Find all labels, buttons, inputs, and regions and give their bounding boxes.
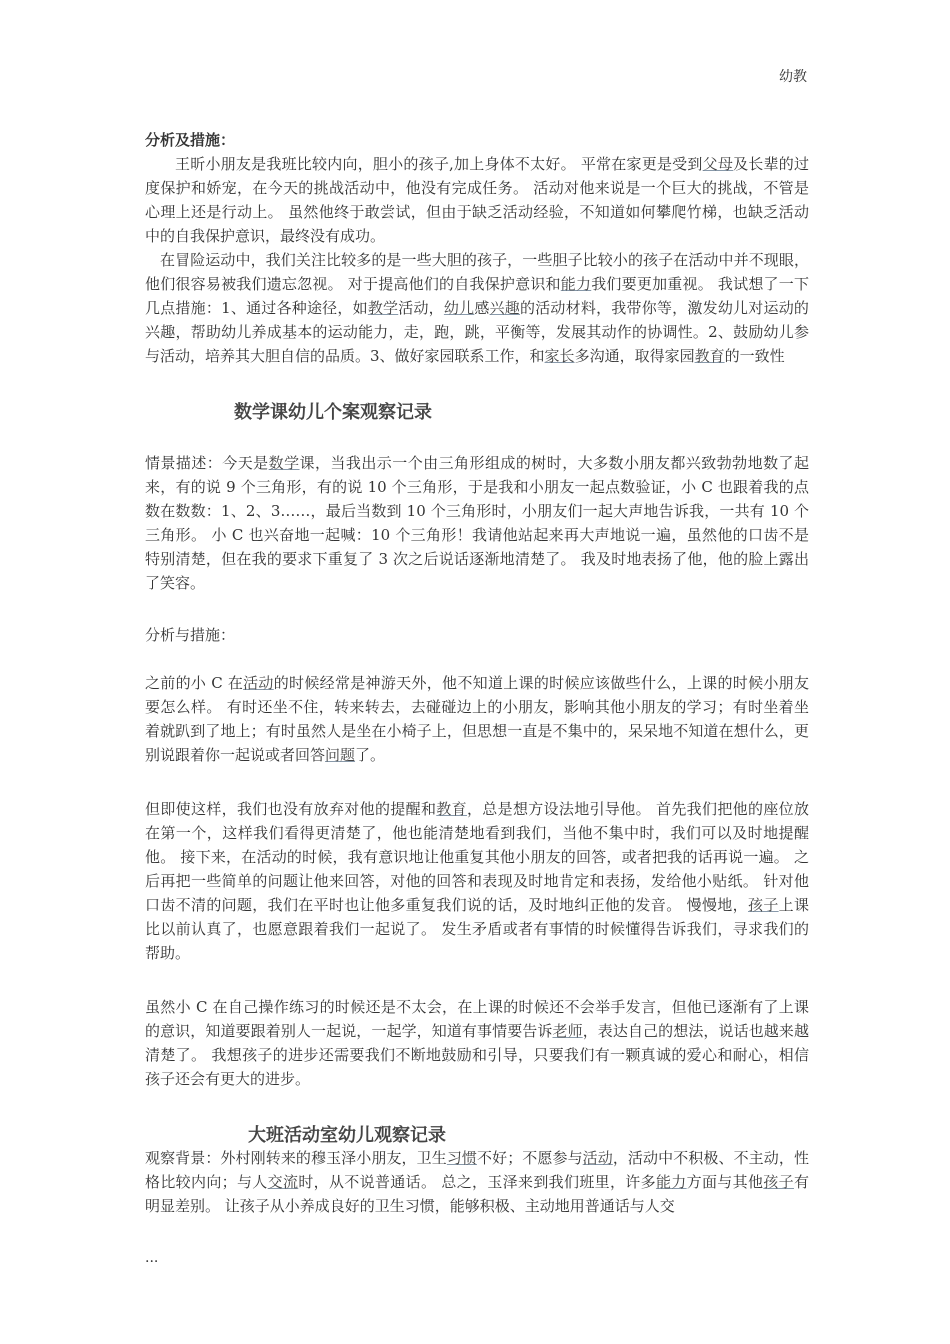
text-run: 我们要更加重视。 我试想了一下几点措施：1、通过各种途径，如 xyxy=(145,275,809,317)
text-run: 的一致性 xyxy=(724,347,785,365)
keyword-link[interactable]: 能力 xyxy=(560,275,592,293)
section-label: 分析及措施： xyxy=(145,131,236,149)
keyword-link[interactable]: 习惯 xyxy=(446,1149,478,1167)
paragraph xyxy=(145,995,809,1091)
text-run: 课，当我出示一个由三角形组成的树时，大多数小朋友都兴致勃勃地数了起来，有的说 9 个三角形，有的说 10 个三角形，于是我和小朋友一起点数验证，小 C 也跟着我的点数在数数：1、2、3……，最后当数到 10 个三角形时，小朋友们一起大声地告诉我，一共有 10 个三角形。 小 C 也兴奋地一起喊：10 个三角形！我请他站起来再大声地说一遍，虽然他的口齿不是特别清楚，但在我的要求下重复了 3 次之后说话逐渐地清楚了。 我及时地表扬了他，他的脸上露出了笑容。 xyxy=(145,454,809,592)
paragraph xyxy=(145,248,809,368)
paragraph xyxy=(145,451,809,595)
section-analysis-2-label xyxy=(145,623,809,647)
keyword-link[interactable]: 父母 xyxy=(702,155,734,173)
text-run: ，活动中不积极、不主动，性格比较内向；与人 xyxy=(145,1149,809,1191)
keyword-link[interactable]: 数学 xyxy=(268,454,300,472)
section-analysis-3 xyxy=(145,797,809,965)
section-analysis-1 xyxy=(145,128,809,368)
paragraph xyxy=(145,1146,809,1218)
text-run: 有明显差别。 让孩子从小养成良好的卫生习惯，能够积极、主动地用普通话与人交 xyxy=(145,1173,809,1215)
keyword-link[interactable]: 老师 xyxy=(552,1022,583,1040)
paragraph xyxy=(145,797,809,965)
keyword-link[interactable]: 兴趣 xyxy=(489,299,520,317)
keyword-link[interactable]: 教学 xyxy=(367,299,399,317)
heading-math-observation: 数学课幼儿个案观察记录 xyxy=(234,402,432,423)
text-run: 但即使这样，我们也没有放弃对他的提醒和 xyxy=(145,800,437,818)
paragraph xyxy=(145,152,809,248)
text-run: 的时候经常是神游天外，他不知道上课的时候应该做些什么，上课的时候小朋友要怎么样。 有时还坐不住，转来转去，去碰碰边上的小朋友，影响其他小朋友的学习；有时坐着坐着就趴到了地上；有时虽然人是坐在小椅子上，但思想一直是不集中的，呆呆地不知道在想什么，更别说跟着你一起说或者回答 xyxy=(145,674,809,764)
section-analysis-2 xyxy=(145,671,809,767)
keyword-link[interactable]: 活动 xyxy=(243,674,274,692)
text-run: 的活动材料，我带你等，激发幼儿对运动的兴趣，帮助幼儿养成基本的运动能力，走，跑，跳，平衡等，发展其动作的协调性。2、鼓励幼儿参与活动，培养其大胆自信的品质。3、做好家园联系工作，和 xyxy=(145,299,809,365)
keyword-link[interactable]: 孩子 xyxy=(747,896,779,914)
text-run: 观察背景：外村刚转来的穆玉泽小朋友，卫生 xyxy=(145,1149,447,1167)
text-run: 王昕小朋友是我班比较内向，胆小的孩子,加上身体不太好。 平常在家更是受到 xyxy=(175,155,703,173)
text-run: 情景描述：今天是 xyxy=(145,454,269,472)
section-classroom-observation xyxy=(145,1146,809,1218)
continuation-ellipsis: ... xyxy=(145,1250,159,1266)
keyword-link[interactable]: 问题 xyxy=(325,746,356,764)
keyword-link[interactable]: 教育 xyxy=(436,800,467,818)
keyword-link[interactable]: 能力 xyxy=(655,1173,687,1191)
heading-classroom-observation: 大班活动室幼儿观察记录 xyxy=(248,1125,446,1146)
keyword-link[interactable]: 幼儿 xyxy=(443,299,475,317)
text-run: 虽然小 C 在自己操作练习的时候还是不太会，在上课的时候还不会举手发言，但他已逐渐有了上课的意识，知道要跟着别人一起说，一起学，知道有事情要告诉 xyxy=(145,998,809,1040)
text-run: 活动， xyxy=(398,299,444,317)
text-run: 方面与其他 xyxy=(686,1173,764,1191)
text-run: 时，从不说普通话。 总之，玉泽来到我们班里，许多 xyxy=(298,1173,656,1191)
text-run: ，表达自己的想法，说话也越来越清楚了。 我想孩子的进步还需要我们不断地鼓励和引导，只要我们有一颗真诚的爱心和耐心，相信孩子还会有更大的进步。 xyxy=(145,1022,809,1088)
keyword-link[interactable]: 交流 xyxy=(267,1173,299,1191)
text-run: 了。 xyxy=(355,746,386,764)
section-math-observation xyxy=(145,451,809,595)
paragraph xyxy=(145,671,809,767)
text-run: 不好；不愿参与 xyxy=(477,1149,583,1167)
keyword-link[interactable]: 教育 xyxy=(694,347,725,365)
text-run: 感 xyxy=(474,299,490,317)
text-run: ，总是想方设法地引导他。 首先我们把他的座位放在第一个，这样我们看得更清楚了，他也能清楚地看到我们，当他不集中时，我们可以及时地提醒他。 接下来，在活动的时候，我有意识地让他重复其他小朋友的回答，或者把我的话再说一遍。 之后再把一些简单的问题让他来回答，对他的回答和表现及时地肯定和表扬，发给他小贴纸。 针对他口齿不清的问题，我们在平时也让他多重复我们说的话，及时地纠正他的发音。 慢慢地， xyxy=(145,800,809,914)
header-tag: 幼教 xyxy=(779,69,807,85)
text-run: 上课比以前认真了，也愿意跟着我们一起说了。 发生矛盾或者有事情的时候懂得告诉我们，寻求我们的帮助。 xyxy=(145,896,809,962)
keyword-link[interactable]: 家长 xyxy=(544,347,575,365)
text-run: 之前的小 C 在 xyxy=(145,674,244,692)
text-run: 在冒险运动中，我们关注比较多的是一些大胆的孩子，一些胆子比较小的孩子在活动中并不现眼，他们很容易被我们遗忘忽视。 对于提高他们的自我保护意识和 xyxy=(145,251,809,293)
text-run: 多沟通，取得家园 xyxy=(574,347,695,365)
text-run: 及长辈的过度保护和娇宠，在今天的挑战活动中，他没有完成任务。 活动对他来说是一个巨大的挑战，不管是心理上还是行动上。 虽然他终于敢尝试，但由于缺乏活动经验，不知道如何攀爬竹梯，也缺乏活动中的自我保护意识，最终没有成功。 xyxy=(145,155,809,245)
keyword-link[interactable]: 孩子 xyxy=(763,1173,794,1191)
section-analysis-4 xyxy=(145,995,809,1091)
keyword-link[interactable]: 活动 xyxy=(582,1149,613,1167)
section-label: 分析与措施： xyxy=(145,626,236,644)
